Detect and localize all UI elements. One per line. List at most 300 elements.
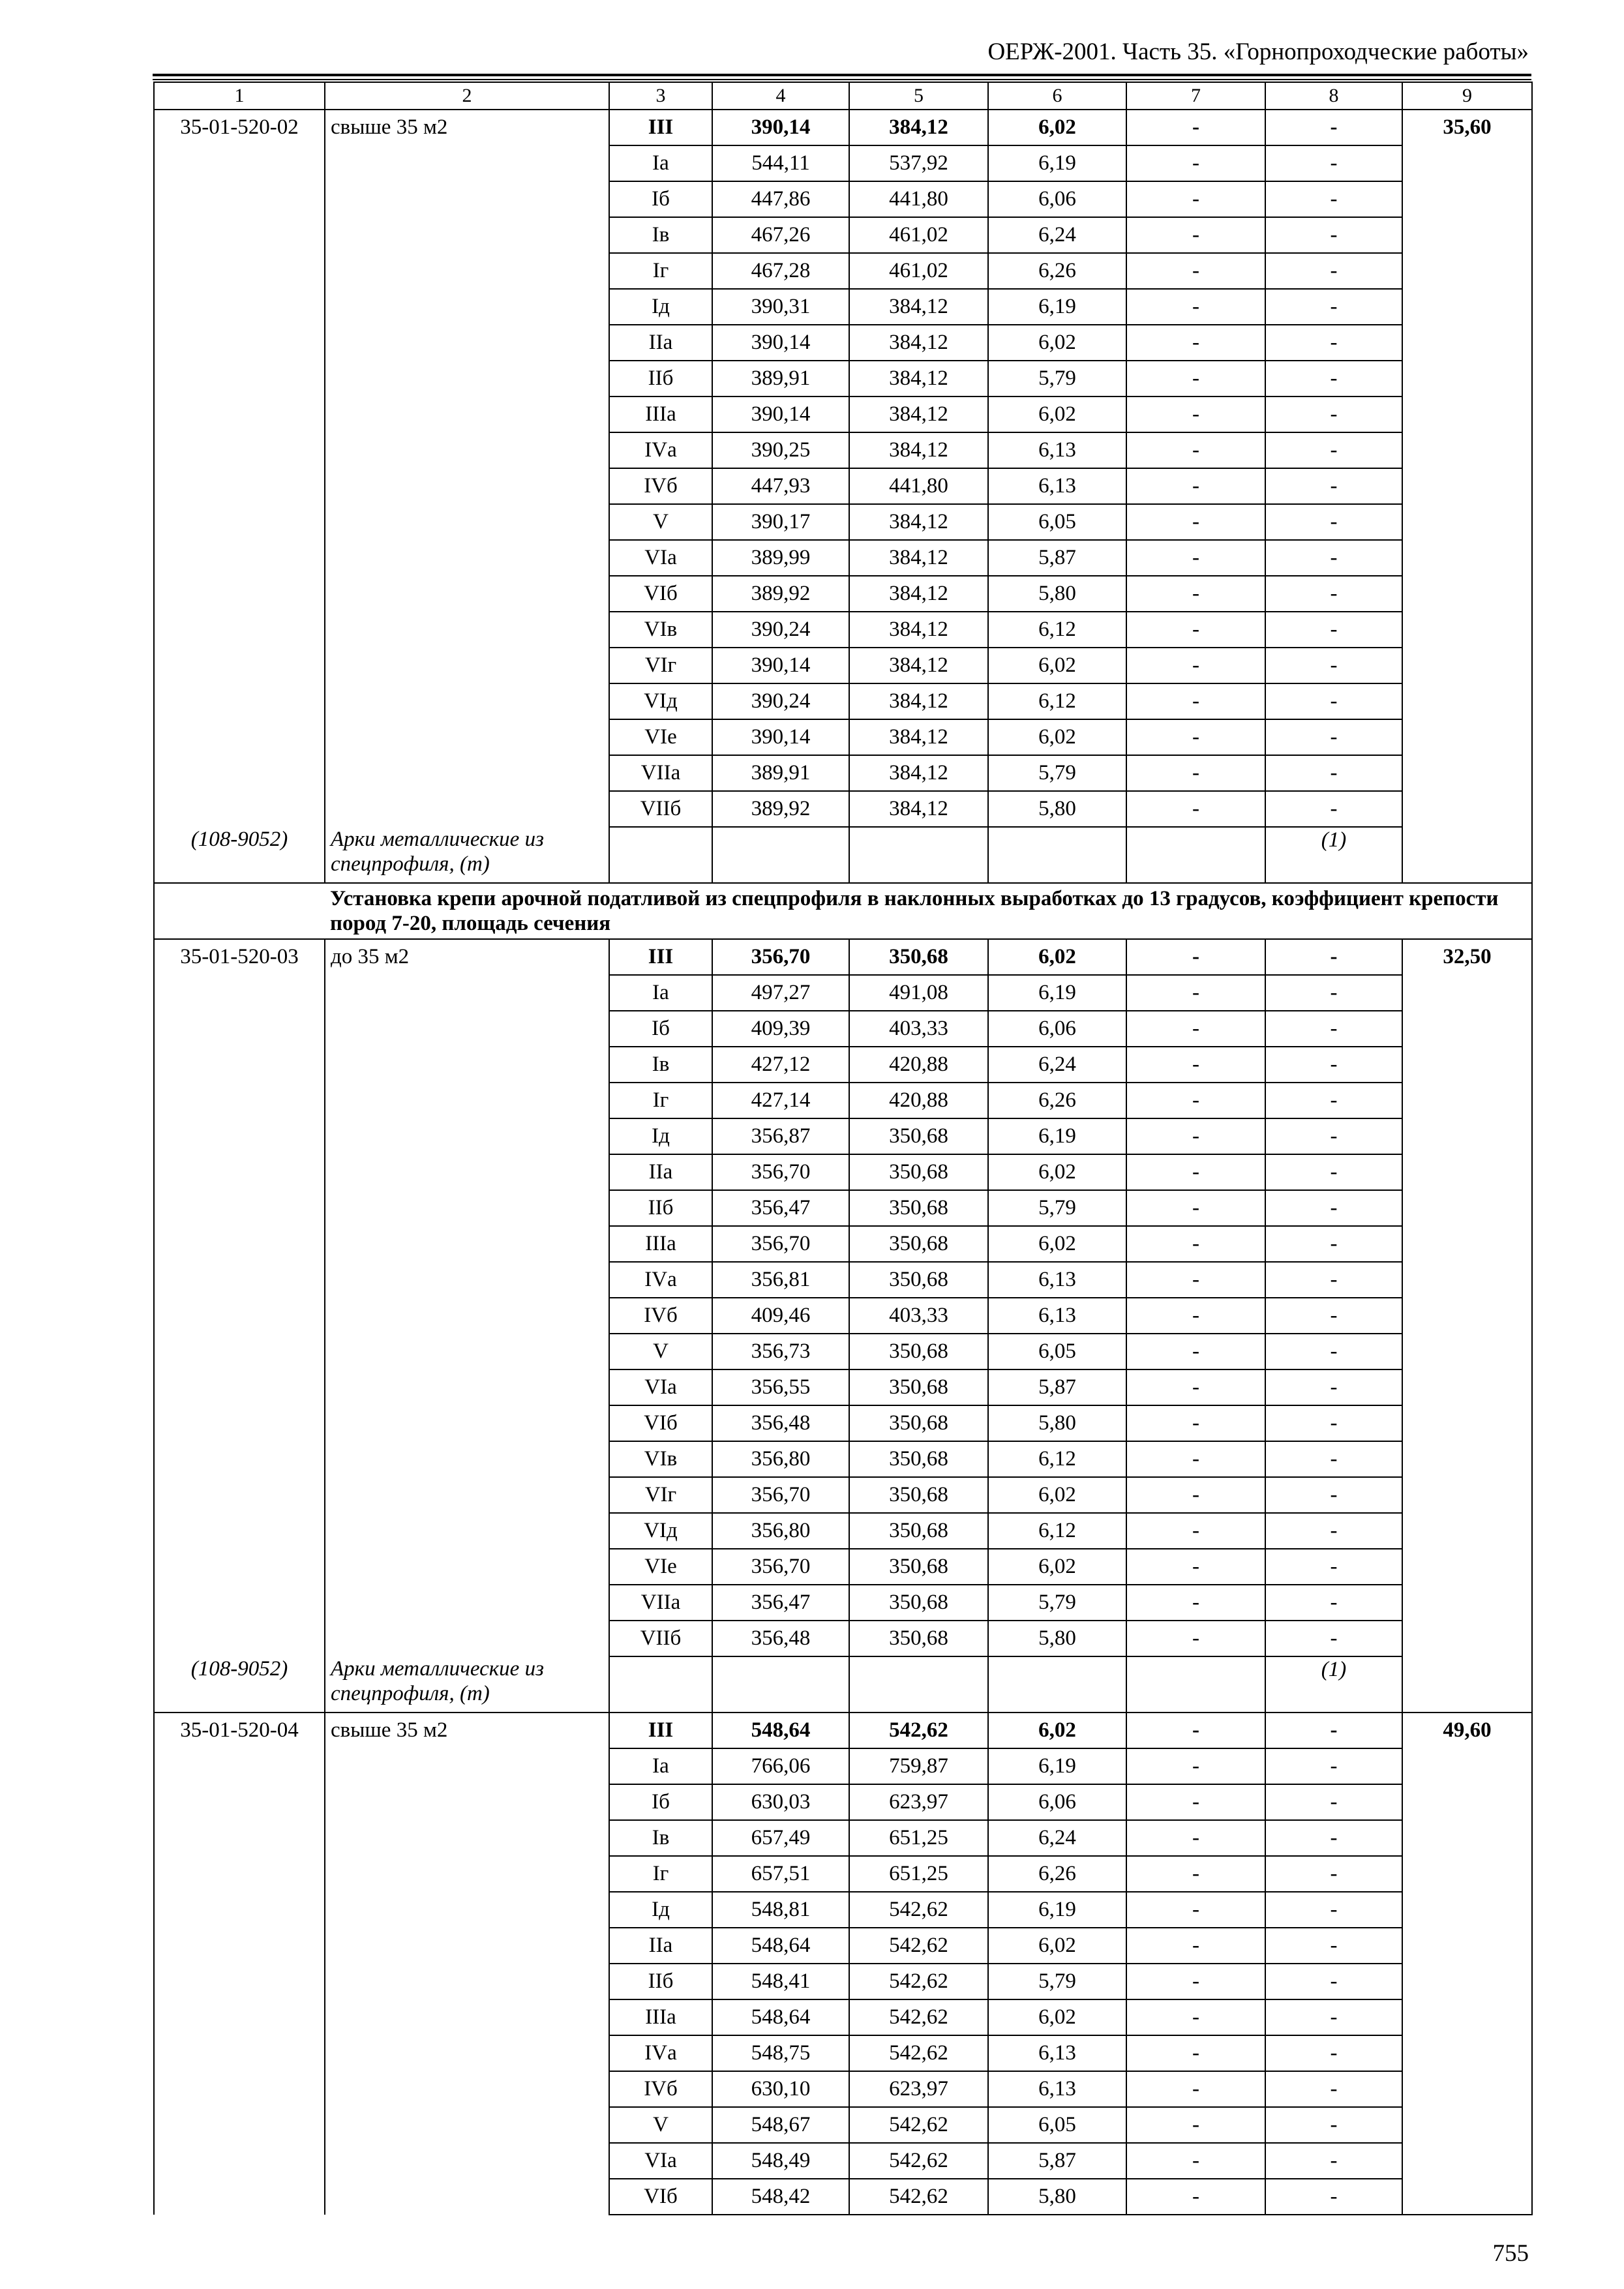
total-cost: 548,49	[712, 2143, 849, 2179]
zone-code: IVб	[609, 1298, 712, 1334]
machinist-wages: -	[1126, 217, 1265, 253]
machine-cost: 6,12	[988, 1513, 1126, 1549]
machinist-wages: -	[1126, 1856, 1265, 1892]
machinist-wages: -	[1126, 2179, 1265, 2215]
machinist-wages: -	[1126, 1513, 1265, 1549]
machine-cost: 5,79	[988, 1190, 1126, 1226]
column-number-cell: 3	[609, 82, 712, 110]
page-header: ОЕРЖ-2001. Часть 35. «Горнопроходческие работы»	[987, 38, 1529, 65]
zone-code: Iа	[609, 975, 712, 1011]
wages: 350,68	[849, 1513, 988, 1549]
machine-cost: 6,02	[988, 719, 1126, 755]
machine-cost: 6,02	[988, 1999, 1126, 2035]
machinist-wages: -	[1126, 1999, 1265, 2035]
wages: 384,12	[849, 648, 988, 683]
machinist-wages: -	[1126, 181, 1265, 217]
machinist-wages: -	[1126, 1226, 1265, 1262]
empty-cell	[609, 1656, 712, 1713]
machine-cost: 6,13	[988, 432, 1126, 468]
machine-cost: 6,02	[988, 110, 1126, 145]
zone-code: VIIа	[609, 755, 712, 791]
wages: 350,68	[849, 1405, 988, 1441]
machine-cost: 6,26	[988, 1083, 1126, 1118]
section-spacer	[154, 883, 325, 939]
table-row	[154, 939, 1532, 975]
zone-code: IIб	[609, 361, 712, 396]
empty-cell	[988, 827, 1126, 883]
total-cost: 427,12	[712, 1047, 849, 1083]
material-quantity: (1)	[1265, 827, 1402, 883]
column-number-cell: 2	[325, 82, 609, 110]
table-row	[154, 1713, 1532, 1748]
zone-code: III	[609, 939, 712, 975]
machinist-wages: -	[1126, 1748, 1265, 1784]
materials: -	[1265, 1118, 1402, 1154]
zone-code: IIа	[609, 325, 712, 361]
zone-code: VIг	[609, 1477, 712, 1513]
materials: -	[1265, 975, 1402, 1011]
materials: -	[1265, 2035, 1402, 2071]
zone-code: VIIа	[609, 1585, 712, 1621]
machine-cost: 5,80	[988, 1405, 1126, 1441]
materials: -	[1265, 145, 1402, 181]
machine-cost: 6,02	[988, 396, 1126, 432]
zone-code: IVа	[609, 1262, 712, 1298]
material-quantity: (1)	[1265, 1656, 1402, 1713]
zone-code: VIIб	[609, 791, 712, 827]
empty-cell	[988, 1656, 1126, 1713]
machine-cost: 6,13	[988, 2071, 1126, 2107]
zone-code: VIе	[609, 1549, 712, 1585]
section-title: Установка крепи арочной податливой из спецпрофиля в наклонных выработках до 13 градусов, коэффициент крепости пород 7-20, площадь сечения	[325, 883, 1532, 939]
machinist-wages: -	[1126, 2143, 1265, 2179]
zone-code: VIб	[609, 2179, 712, 2215]
wages: 542,62	[849, 2107, 988, 2143]
wages: 350,68	[849, 1585, 988, 1621]
wages: 403,33	[849, 1298, 988, 1334]
materials: -	[1265, 540, 1402, 576]
machine-cost: 6,05	[988, 1334, 1126, 1369]
machinist-wages: -	[1126, 1047, 1265, 1083]
machine-cost: 6,02	[988, 1713, 1126, 1748]
zone-code: Iб	[609, 181, 712, 217]
materials: -	[1265, 468, 1402, 504]
norms-table	[153, 82, 1533, 2215]
zone-code: IIа	[609, 1928, 712, 1964]
column-number-row	[154, 82, 1532, 110]
total-cost: 390,24	[712, 683, 849, 719]
work-description: свыше 35 м2	[325, 1713, 609, 2215]
machine-cost: 6,02	[988, 1226, 1126, 1262]
wages: 623,97	[849, 1784, 988, 1820]
material-code: (108-9052)	[154, 1656, 325, 1713]
wages: 441,80	[849, 468, 988, 504]
machinist-wages: -	[1126, 939, 1265, 975]
materials: -	[1265, 1820, 1402, 1856]
machine-cost: 5,79	[988, 1585, 1126, 1621]
machine-cost: 6,05	[988, 2107, 1126, 2143]
empty-cell	[849, 827, 988, 883]
machine-cost: 5,87	[988, 1369, 1126, 1405]
header-rule	[153, 74, 1531, 76]
wages: 350,68	[849, 939, 988, 975]
total-cost: 390,14	[712, 396, 849, 432]
total-cost: 390,17	[712, 504, 849, 540]
machine-cost: 6,12	[988, 1441, 1126, 1477]
materials: -	[1265, 1621, 1402, 1656]
zone-code: VIа	[609, 2143, 712, 2179]
wages: 350,68	[849, 1549, 988, 1585]
column-number-cell: 8	[1265, 82, 1402, 110]
machinist-wages: -	[1126, 1621, 1265, 1656]
materials: -	[1265, 432, 1402, 468]
wages: 350,68	[849, 1154, 988, 1190]
empty-cell	[712, 827, 849, 883]
zone-code: VIд	[609, 683, 712, 719]
zone-code: V	[609, 1334, 712, 1369]
wages: 542,62	[849, 1928, 988, 1964]
machinist-wages: -	[1126, 468, 1265, 504]
total-cost: 548,64	[712, 1928, 849, 1964]
materials: -	[1265, 1748, 1402, 1784]
resource-code: 35-01-520-02	[154, 110, 325, 827]
machine-cost: 6,24	[988, 1047, 1126, 1083]
materials: -	[1265, 217, 1402, 253]
empty-cell	[1126, 827, 1265, 883]
column-number-cell: 5	[849, 82, 988, 110]
machine-cost: 6,13	[988, 468, 1126, 504]
machinist-wages: -	[1126, 1369, 1265, 1405]
machinist-wages: -	[1126, 1477, 1265, 1513]
machinist-wages: -	[1126, 1118, 1265, 1154]
machine-cost: 6,26	[988, 253, 1126, 289]
labor-costs: 49,60	[1402, 1713, 1532, 2215]
materials: -	[1265, 1513, 1402, 1549]
machine-cost: 6,02	[988, 1928, 1126, 1964]
machinist-wages: -	[1126, 1585, 1265, 1621]
wages: 384,12	[849, 396, 988, 432]
machinist-wages: -	[1126, 504, 1265, 540]
wages: 384,12	[849, 755, 988, 791]
total-cost: 657,49	[712, 1820, 849, 1856]
machinist-wages: -	[1126, 612, 1265, 648]
material-note-row	[154, 1656, 1532, 1713]
total-cost: 356,70	[712, 1226, 849, 1262]
total-cost: 389,92	[712, 576, 849, 612]
total-cost: 356,47	[712, 1585, 849, 1621]
zone-code: IIIа	[609, 1999, 712, 2035]
machinist-wages: -	[1126, 648, 1265, 683]
machine-cost: 5,79	[988, 755, 1126, 791]
machinist-wages: -	[1126, 540, 1265, 576]
materials: -	[1265, 1369, 1402, 1405]
wages: 491,08	[849, 975, 988, 1011]
total-cost: 409,46	[712, 1298, 849, 1334]
materials: -	[1265, 2179, 1402, 2215]
machinist-wages: -	[1126, 1964, 1265, 1999]
machine-cost: 5,87	[988, 2143, 1126, 2179]
machinist-wages: -	[1126, 253, 1265, 289]
total-cost: 390,14	[712, 110, 849, 145]
zone-code: VIе	[609, 719, 712, 755]
column-number-cell: 4	[712, 82, 849, 110]
table-row	[154, 110, 1532, 145]
work-description: свыше 35 м2	[325, 110, 609, 827]
materials: -	[1265, 1713, 1402, 1748]
zone-code: Iд	[609, 1118, 712, 1154]
zone-code: VIа	[609, 1369, 712, 1405]
wages: 542,62	[849, 1964, 988, 1999]
materials: -	[1265, 939, 1402, 975]
total-cost: 389,99	[712, 540, 849, 576]
materials: -	[1265, 1549, 1402, 1585]
machinist-wages: -	[1126, 1190, 1265, 1226]
table-body	[154, 82, 1532, 2215]
zone-code: VIв	[609, 1441, 712, 1477]
wages: 384,12	[849, 432, 988, 468]
machinist-wages: -	[1126, 1334, 1265, 1369]
wages: 350,68	[849, 1118, 988, 1154]
materials: -	[1265, 396, 1402, 432]
wages: 384,12	[849, 791, 988, 827]
wages: 350,68	[849, 1621, 988, 1656]
materials: -	[1265, 719, 1402, 755]
labor-costs: 35,60	[1402, 110, 1532, 883]
zone-code: IIа	[609, 1154, 712, 1190]
machine-cost: 6,02	[988, 1154, 1126, 1190]
zone-code: Iд	[609, 289, 712, 325]
total-cost: 548,41	[712, 1964, 849, 1999]
wages: 403,33	[849, 1011, 988, 1047]
materials: -	[1265, 1334, 1402, 1369]
materials: -	[1265, 1477, 1402, 1513]
total-cost: 657,51	[712, 1856, 849, 1892]
section-heading-row	[154, 883, 1532, 939]
zone-code: Iа	[609, 145, 712, 181]
total-cost: 356,55	[712, 1369, 849, 1405]
page-number: 755	[1492, 2240, 1529, 2267]
total-cost: 389,92	[712, 791, 849, 827]
materials: -	[1265, 181, 1402, 217]
materials: -	[1265, 791, 1402, 827]
wages: 384,12	[849, 719, 988, 755]
materials: -	[1265, 289, 1402, 325]
wages: 384,12	[849, 683, 988, 719]
machinist-wages: -	[1126, 1083, 1265, 1118]
machine-cost: 5,80	[988, 2179, 1126, 2215]
column-number-cell: 6	[988, 82, 1126, 110]
total-cost: 447,86	[712, 181, 849, 217]
zone-code: IIб	[609, 1964, 712, 1999]
wages: 623,97	[849, 2071, 988, 2107]
machine-cost: 5,79	[988, 361, 1126, 396]
zone-code: Iг	[609, 253, 712, 289]
total-cost: 447,93	[712, 468, 849, 504]
wages: 542,62	[849, 2035, 988, 2071]
machinist-wages: -	[1126, 2071, 1265, 2107]
machine-cost: 6,26	[988, 1856, 1126, 1892]
machinist-wages: -	[1126, 1928, 1265, 1964]
materials: -	[1265, 1999, 1402, 2035]
materials: -	[1265, 1964, 1402, 1999]
machine-cost: 6,19	[988, 1748, 1126, 1784]
wages: 350,68	[849, 1477, 988, 1513]
zone-code: IVб	[609, 468, 712, 504]
materials: -	[1265, 755, 1402, 791]
total-cost: 356,70	[712, 1154, 849, 1190]
zone-code: V	[609, 2107, 712, 2143]
wages: 461,02	[849, 217, 988, 253]
wages: 350,68	[849, 1369, 988, 1405]
zone-code: Iг	[609, 1083, 712, 1118]
total-cost: 548,75	[712, 2035, 849, 2071]
machinist-wages: -	[1126, 2107, 1265, 2143]
material-name: Арки металлические из спецпрофиля, (т)	[325, 827, 609, 883]
machinist-wages: -	[1126, 1262, 1265, 1298]
materials: -	[1265, 1892, 1402, 1928]
machinist-wages: -	[1126, 1784, 1265, 1820]
material-name: Арки металлические из спецпрофиля, (т)	[325, 1656, 609, 1713]
wages: 384,12	[849, 361, 988, 396]
wages: 350,68	[849, 1190, 988, 1226]
machinist-wages: -	[1126, 1441, 1265, 1477]
total-cost: 548,64	[712, 1713, 849, 1748]
resource-code: 35-01-520-04	[154, 1713, 325, 2215]
machinist-wages: -	[1126, 791, 1265, 827]
machinist-wages: -	[1126, 1820, 1265, 1856]
wages: 384,12	[849, 504, 988, 540]
machine-cost: 6,12	[988, 683, 1126, 719]
machine-cost: 6,06	[988, 181, 1126, 217]
zone-code: VIв	[609, 612, 712, 648]
machine-cost: 6,13	[988, 1262, 1126, 1298]
machine-cost: 6,02	[988, 939, 1126, 975]
machine-cost: 6,24	[988, 217, 1126, 253]
machinist-wages: -	[1126, 1405, 1265, 1441]
wages: 542,62	[849, 1713, 988, 1748]
total-cost: 390,14	[712, 325, 849, 361]
column-number-cell: 9	[1402, 82, 1532, 110]
wages: 350,68	[849, 1262, 988, 1298]
total-cost: 356,73	[712, 1334, 849, 1369]
machinist-wages: -	[1126, 361, 1265, 396]
materials: -	[1265, 361, 1402, 396]
zone-code: Iб	[609, 1011, 712, 1047]
machine-cost: 6,06	[988, 1011, 1126, 1047]
wages: 384,12	[849, 540, 988, 576]
machinist-wages: -	[1126, 145, 1265, 181]
wages: 420,88	[849, 1047, 988, 1083]
total-cost: 356,70	[712, 1477, 849, 1513]
wages: 542,62	[849, 1999, 988, 2035]
zone-code: Iг	[609, 1856, 712, 1892]
machinist-wages: -	[1126, 975, 1265, 1011]
machine-cost: 5,79	[988, 1964, 1126, 1999]
machine-cost: 6,12	[988, 612, 1126, 648]
materials: -	[1265, 2107, 1402, 2143]
materials: -	[1265, 576, 1402, 612]
materials: -	[1265, 110, 1402, 145]
materials: -	[1265, 253, 1402, 289]
machine-cost: 6,02	[988, 325, 1126, 361]
total-cost: 630,03	[712, 1784, 849, 1820]
total-cost: 356,70	[712, 1549, 849, 1585]
wages: 350,68	[849, 1226, 988, 1262]
machinist-wages: -	[1126, 2035, 1265, 2071]
machinist-wages: -	[1126, 396, 1265, 432]
machinist-wages: -	[1126, 325, 1265, 361]
wages: 384,12	[849, 576, 988, 612]
materials: -	[1265, 1190, 1402, 1226]
materials: -	[1265, 1928, 1402, 1964]
total-cost: 356,47	[712, 1190, 849, 1226]
total-cost: 356,87	[712, 1118, 849, 1154]
materials: -	[1265, 325, 1402, 361]
machine-cost: 6,19	[988, 975, 1126, 1011]
work-description: до 35 м2	[325, 939, 609, 1656]
total-cost: 390,24	[712, 612, 849, 648]
total-cost: 390,14	[712, 648, 849, 683]
machine-cost: 6,13	[988, 1298, 1126, 1334]
total-cost: 548,64	[712, 1999, 849, 2035]
zone-code: Iд	[609, 1892, 712, 1928]
materials: -	[1265, 1047, 1402, 1083]
zone-code: Iв	[609, 1820, 712, 1856]
materials: -	[1265, 1083, 1402, 1118]
total-cost: 356,80	[712, 1513, 849, 1549]
machinist-wages: -	[1126, 1713, 1265, 1748]
machine-cost: 6,02	[988, 648, 1126, 683]
material-code: (108-9052)	[154, 827, 325, 883]
machinist-wages: -	[1126, 1011, 1265, 1047]
total-cost: 389,91	[712, 361, 849, 396]
materials: -	[1265, 1856, 1402, 1892]
zone-code: VIд	[609, 1513, 712, 1549]
total-cost: 766,06	[712, 1748, 849, 1784]
machine-cost: 6,19	[988, 289, 1126, 325]
total-cost: 544,11	[712, 145, 849, 181]
materials: -	[1265, 2071, 1402, 2107]
column-number-cell: 1	[154, 82, 325, 110]
materials: -	[1265, 1226, 1402, 1262]
machine-cost: 6,02	[988, 1549, 1126, 1585]
total-cost: 548,42	[712, 2179, 849, 2215]
total-cost: 467,26	[712, 217, 849, 253]
machinist-wages: -	[1126, 1892, 1265, 1928]
machine-cost: 6,05	[988, 504, 1126, 540]
total-cost: 356,70	[712, 939, 849, 975]
wages: 420,88	[849, 1083, 988, 1118]
total-cost: 389,91	[712, 755, 849, 791]
total-cost: 548,81	[712, 1892, 849, 1928]
labor-costs: 32,50	[1402, 939, 1532, 1713]
wages: 384,12	[849, 612, 988, 648]
materials: -	[1265, 683, 1402, 719]
machinist-wages: -	[1126, 1298, 1265, 1334]
machine-cost: 5,80	[988, 1621, 1126, 1656]
wages: 759,87	[849, 1748, 988, 1784]
machinist-wages: -	[1126, 1549, 1265, 1585]
wages: 384,12	[849, 289, 988, 325]
material-note-row	[154, 827, 1532, 883]
machine-cost: 6,02	[988, 1477, 1126, 1513]
zone-code: Iв	[609, 1047, 712, 1083]
zone-code: Iа	[609, 1748, 712, 1784]
machine-cost: 6,19	[988, 1118, 1126, 1154]
zone-code: IIб	[609, 1190, 712, 1226]
machine-cost: 5,80	[988, 791, 1126, 827]
zone-code: IIIа	[609, 1226, 712, 1262]
